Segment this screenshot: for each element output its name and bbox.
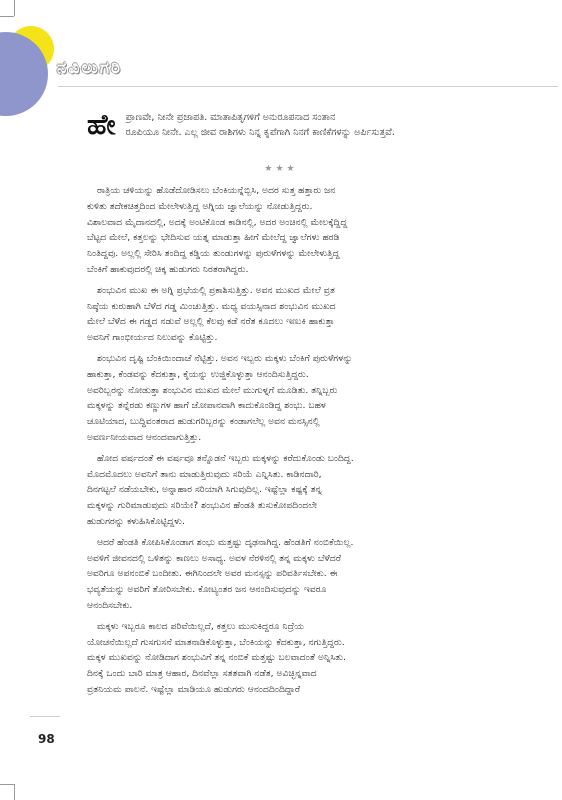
text-line: ಮೊದಮೊದಲು ಅವನಿಗೆ ತಾನು ಮಾಡುತ್ತಿರುವುದು ಸರಿಯೆ ಎನ್ನಿಸಿತು. ಕಾಡಿನದಾರಿ, <box>87 468 322 480</box>
crop-mark-bottom-left-vertical <box>14 784 15 800</box>
intro-line: ಪ್ರಾಣವೇ, ನೀನೇ ಪ್ರಜಾಪತಿ. ಮಾತಾಪಿತೃಗಳಿಗೆ ಅನುರೂಪನಾದ ಸಂತಾನ <box>125 112 336 123</box>
text-line: ಆದರೆ ಹೆಂಡತಿ ಕೋಪಿಸಿಕೊಂಡಾಗ ಶಂಭು ಮತ್ತಷ್ಟು ದೃಢನಾಗಿದ್ದ. ಹೆಂಡತಿಗೆ ನಂಬಿಕೆಯಿಲ್ಲ. <box>97 536 354 548</box>
crop-mark-top-left-vertical <box>14 0 15 16</box>
text-line: ಅವನಿಗೆ ಗಾಂಭೀರ್ಯದ ನಿಲುವನ್ನು ಕೊಟ್ಟಿತ್ತು. <box>87 332 218 344</box>
intro-line: ರೂಪಿಯೂ ನೀನೇ. ಎಲ್ಲ ಜೀವ ರಾಶಿಗಳು ನಿನ್ನ ಕೃಪೆಗಾಗಿ ನಿನಗೆ ಕಾಣಿಕೆಗಳನ್ನು ಅರ್ಪಿಸುತ್ತವೆ. <box>125 127 395 138</box>
text-line: ದಿನಕ್ಕೆ ಒಂದು ಬಾರಿ ಮಾತ್ರ ಆಹಾರ, ದಿನವೆಲ್ಲಾ ಸತತವಾಗಿ ನಡೆತ, ಅವಿಚ್ಛಿನ್ನವಾದ <box>87 668 317 680</box>
intro-block <box>87 110 447 140</box>
page-number: 98 <box>38 732 55 746</box>
paragraph <box>87 619 467 698</box>
text-line: ನಿಷ್ಠೆಯ ಕುರುಹಾಗಿ ಬೆಳೆದ ಗಡ್ಡ ಮಿಂಚುತ್ತಿತ್ತು. ಮಧ್ಯ ವಯಸ್ಸಿನಾದ ಶಂಭುವಿನ ಮುಖದ <box>87 300 336 312</box>
text-line: ಅವಳಿಗೆ ಜೀವನದಲ್ಲಿ ಒಳಿತನ್ನು ಕಾಣಲು ಅಸಾಧ್ಯ. ಅವಳ ನೆರಳಿನಲ್ಲಿ ತನ್ನ ಮಕ್ಕಳು ಬೆಳೆದರೆ <box>87 552 342 564</box>
text-line: ವಿಶಾಲವಾದ ಮೈದಾನದಲ್ಲಿ, ಅದಕ್ಕೆ ಅಂಟಿಕೊಂಡ ಕಾಡಿನಲ್ಲಿ, ಅದರ ಅಂಚಿನಲ್ಲಿ ಮೇಲಕ್ಕೆದ್ದಿದ್ದ <box>87 216 348 228</box>
text-line: ಶಂಭುವಿನ ದೃಷ್ಟಿ ಬೆಂಕಿಯಿಂದಾಚೆ ನೆಟ್ಟಿತ್ತು. ಅವನ ಇಬ್ಬರು ಮಕ್ಕಳು ಬೆಂಕಿಗೆ ಪುರುಳೆಗಳನ್ನು <box>97 352 353 364</box>
header-divider <box>58 86 558 87</box>
text-line: ಮೇಲೆ ಬೆಳೆದ ಈ ಗಡ್ಡದ ನಡುವೆ ಅಲ್ಲಲ್ಲಿ ಕೆಲವು ಕಡೆ ನರೆತ ಕೂದಲು ಇಣುಕಿ ಹಾಕುತ್ತಾ <box>87 316 335 328</box>
text-line: ಮಕ್ಕಳ ಮುಖವನ್ನು ನೋಡಿದಾಗ ಶಂಭುವಿಗೆ ತನ್ನ ನಂಬಿಕೆ ಮತ್ತಷ್ಟು ಬಲವಾದಂತೆ ಅನ್ನಿಸಿತು. <box>87 652 346 664</box>
body-text <box>87 183 467 703</box>
section-separator: ★★★ <box>264 164 298 174</box>
text-line: ಭವ್ಯತೆಯನ್ನು ಅವರಿಗೆ ತೋರಿಸಬೇಕು. ಕೋಟ್ಯಂತರ ಜನ ಆನಂದಿಸುವುದನ್ನು ಇವರೂ <box>87 584 327 596</box>
crop-mark-top-left-horizontal <box>0 16 14 17</box>
page-number-rule <box>30 716 60 717</box>
text-line: ಅವರಿಗೂ ಅಪನಂಬಿಕೆ ಬಂದೀತು. ಈಗಿನಿಂದಲೇ ಅವರ ಮನಸ್ಸನ್ನು ಪರಿವರ್ತಿಸಬೇಕು. ಈ <box>87 568 338 580</box>
text-line: ಹೋದ ವರ್ಷದಂತೆ ಈ ವರ್ಷವೂ ತನ್ನೊಡನೆ ಇಬ್ಬರು ಮಕ್ಕಳನ್ನು ಕರೆದುಕೊಂಡು ಬಂದಿದ್ದ. <box>97 452 354 464</box>
text-line: ದಿನಗಟ್ಟಲೆ ನಡೆಯಬೇಕು, ಅನ್ನಾಹಾರ ಸರಿಯಾಗಿ ಸಿಗುವುದಿಲ್ಲ. ಇಷ್ಟೆಲ್ಲಾ ಕಷ್ಟಕ್ಕೆ ತನ್ನ <box>87 484 322 496</box>
text-line: ಮಕ್ಕಳನ್ನು ತನ್ನೆರಡು ಕಣ್ಣುಗಳ ಹಾಗೆ ಜೋಪಾನವಾಗಿ ಕಾದುಕೊಂಡಿದ್ದ ಶಂಭು. ಬಹಳ <box>87 400 326 412</box>
text-line: ಬೆಟ್ಟದ ಮೇಲೆ, ಕತ್ತಲನ್ನು ಭೇದಿಸುವ ಯತ್ನ ಮಾಡುತ್ತಾ ಹೀಗೆ ಮೇಲೆದ್ದ ಜ್ವಾಲೆಗಳು ಹರಡಿ <box>87 232 340 244</box>
text-line: ಯೋಚನೆಯಿಲ್ಲದೆ ಗುಸಗುಸನೆ ಮಾತನಾಡಿಕೊಳ್ಳುತ್ತಾ, ಬೆಂಕಿಯನ್ನು ಕೆದಕುತ್ತಾ, ನಗುತ್ತಿದ್ದರು. <box>87 636 345 648</box>
text-line: ನಿಂತಿದ್ದವು. ಅಲ್ಲಲ್ಲಿ ಸೇರಿಸಿ ತಂದಿದ್ದ ಕಡ್ಡಿಯ ತುಂಡುಗಳನ್ನು ಪುರುಳೆಗಳನ್ನು ಮೇಲೇಳುತ್ತಿದ್ದ <box>87 248 340 260</box>
text-line: ಹಾಕುತ್ತಾ, ಕೆಂಡವನ್ನು ಕೆದಕುತ್ತಾ, ಕೈಯನ್ನು ಉಜ್ಜಿಕೊಳ್ಳುತ್ತಾ ಆನಂದಿಸುತ್ತಿದ್ದರು. <box>87 368 309 380</box>
text-line: ಕುಳಿತು ತದೇಕಚಿತ್ತದಿಂದ ಮೇಲೇಳುತ್ತಿದ್ದ ಅಗ್ನಿಯ ಜ್ವಾಲೆಯನ್ನು ನೋಡುತ್ತಿದ್ದರು. <box>87 200 313 212</box>
text-line: ಬೆಂಕಿಗೆ ಹಾಕುವುದರಲ್ಲಿ ಚಿಕ್ಕ ಹುಡುಗರು ನಿರತರಾಗಿದ್ದರು. <box>87 263 249 275</box>
text-line: ಅವರಿಬ್ಬರನ್ನು ನೋಡುತ್ತಾ ಶಂಭುವಿನ ಮುಖದ ಮೇಲೆ ಮುಗುಳ್ನಗೆ ಮೂಡಿತು. ತನ್ನಿಬ್ಬರು <box>87 384 338 396</box>
crop-mark-bottom-left-horizontal <box>0 784 14 785</box>
text-line: ಅವರ್ಣನೀಯವಾದ ಆನಂದವಾಗುತ್ತಿತ್ತು. <box>87 431 202 443</box>
paragraph <box>87 351 467 446</box>
text-line: ಮಕ್ಕಳು ಇಬ್ಬರೂ ಕಾಲದ ಪರಿವೆಯಿಲ್ಲದೆ, ಕತ್ತಲು ಮುಸುಕಿದ್ದರೂ ನಿದ್ರೆಯ <box>97 620 305 632</box>
text-line: ಆನಂದಿಸಬೇಕು. <box>87 599 133 611</box>
running-header-title: ನವಿಲುಗರಿ <box>57 58 123 78</box>
text-line: ಮಕ್ಕಳನ್ನು ಗುರಿಮಾಡುವುದು ಸರಿಯೇ? ಶಂಭುವಿನ ಹೆಂಡತಿ ತುಸುಕೋಪದಿಂದಲೇ <box>87 500 318 512</box>
text-line: ಹುಡುಗರನ್ನು ಕಳುಹಿಸಿಕೊಟ್ಟಿದ್ದಳು. <box>87 515 185 527</box>
text-line: ವ್ರತನಿಯಮ ಪಾಲನೆ. ಇಷ್ಟೆಲ್ಲಾ ಮಾಡಿಯೂ ಹುಡುಗರು ಆನಂದದಿಂದಿದ್ದಾರೆ <box>87 683 301 695</box>
text-line: ಚೂಟಿಯಾದ, ಬುದ್ಧಿವಂತರಾದ ಹುಡುಗರಿಬ್ಬರನ್ನು ಕಂಡಾಗಲೆಲ್ಲ ಅವನ ಮನಸ್ಸಿನಲ್ಲಿ <box>87 416 320 428</box>
text-line: ರಾತ್ರಿಯ ಚಳಿಯನ್ನು ಹೊಡೆದೋಡಿಸಲು ಬೆಂಕಿಯನ್ನೆಬ್ಬಿಸಿ, ಅದರ ಸುತ್ತ ಹತ್ತಾರು ಜನ <box>97 185 336 196</box>
paragraph <box>87 283 467 346</box>
paragraph <box>87 183 467 278</box>
text-line: ಶಂಭುವಿನ ಮುಖ ಈ ಅಗ್ನಿ ಪ್ರಭೆಯಲ್ಲಿ ಪ್ರಕಾಶಿಸುತ್ತಿತ್ತು. ಅವನ ಮುಖದ ಮೇಲೆ ವ್ರತ <box>97 284 335 296</box>
paragraph <box>87 535 467 614</box>
drop-cap: ಹೇ <box>87 108 116 141</box>
paragraph <box>87 451 467 530</box>
